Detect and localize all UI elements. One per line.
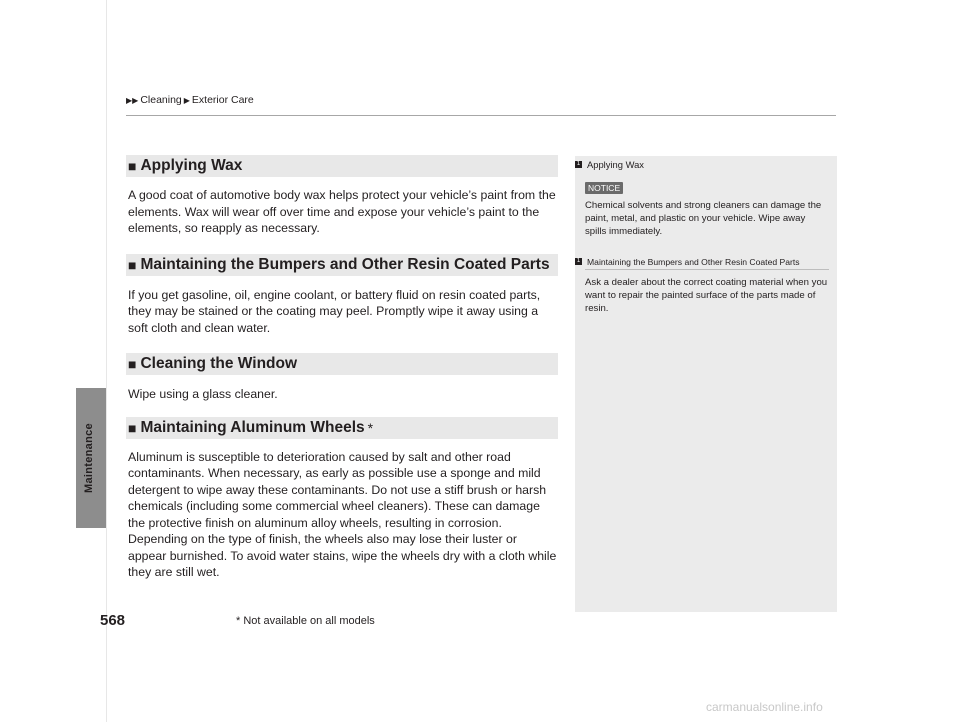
- section-heading-window: [126, 353, 558, 375]
- reference-number-icon: 1: [576, 258, 581, 265]
- section-heading-text: Maintaining the Bumpers and Other Resin Coated Parts: [140, 255, 550, 273]
- sidebar-box-title: 1 Maintaining the Bumpers and Other Resin Coated Parts: [585, 257, 829, 270]
- square-bullet-icon: ■: [128, 158, 137, 174]
- breadcrumb: [126, 94, 254, 106]
- section-heading-wheels: [126, 417, 558, 439]
- sidebar-box-wax: [575, 156, 837, 239]
- reference-number-icon: 1: [576, 161, 581, 167]
- page-number: 568: [100, 612, 126, 629]
- sidebar-box-title: 1 Applying Wax: [576, 159, 644, 170]
- breadcrumb-level1[interactable]: Cleaning: [140, 94, 182, 106]
- side-tab-label: Maintenance: [83, 423, 95, 493]
- header-rule: [126, 115, 836, 116]
- section-heading-wax: [126, 155, 558, 177]
- section-heading-bumpers: [126, 254, 558, 276]
- section-heading-text: Cleaning the Window: [140, 355, 298, 372]
- asterisk-mark: *: [367, 419, 374, 436]
- section-heading-text: Maintaining Aluminum Wheels: [140, 418, 365, 436]
- section-heading-text: Applying Wax: [140, 157, 243, 174]
- square-bullet-icon: ■: [128, 356, 137, 372]
- notice-badge: NOTICE: [585, 182, 623, 194]
- breadcrumb-arrow-icon: ▶▶: [126, 95, 139, 105]
- sidebar-box-text: Chemical solvents and strong cleaners can damage the paint, metal, and plastic on your vehicle. Wipe away spills immediately.: [585, 200, 822, 238]
- square-bullet-icon: ■: [128, 256, 137, 273]
- main-content: [126, 155, 558, 581]
- section-body-window: Wipe using a glass cleaner.: [128, 387, 278, 401]
- sidebar-notes: [575, 156, 837, 612]
- watermark: carmanualsonline.info: [706, 700, 823, 714]
- sidebar-box-bumpers: [575, 257, 837, 316]
- breadcrumb-level2[interactable]: Exterior Care: [191, 94, 254, 106]
- section-body-wheels: Aluminum is susceptible to deterioration caused by salt and other road contaminants. When necessary, as early as possible use a sponge and mild detergent to wipe away these contaminants. Do not use a stiff brush or harsh chemicals (including some commercial wheel cleaners). These can damage the protective finish on aluminum alloy wheels, resulting in corrosion. Depending on the type of finish, the wheels also may lose their luster or appear burnished. To avoid water stains, wipe the wheels dry with a cloth while they are still wet.: [128, 449, 557, 579]
- sidebar-box-text: Ask a dealer about the correct coating material when you want to repair the painted surface of the parts made of resin.: [585, 276, 828, 315]
- section-body-wax: A good coat of automotive body wax helps protect your vehicle’s paint from the elements. Wax will wear off over time and expose your vehicle’s paint to the elements, so reapply as necessary.: [128, 188, 556, 235]
- square-bullet-icon: ■: [128, 419, 137, 436]
- breadcrumb-arrow-icon: ▶: [183, 95, 190, 105]
- footnote: * Not available on all models: [236, 615, 375, 627]
- section-body-bumpers: If you get gasoline, oil, engine coolant, or battery fluid on resin coated parts, they may be stained or the coating may peel. Promptly wipe it away using a soft cloth and clean water.: [128, 287, 541, 335]
